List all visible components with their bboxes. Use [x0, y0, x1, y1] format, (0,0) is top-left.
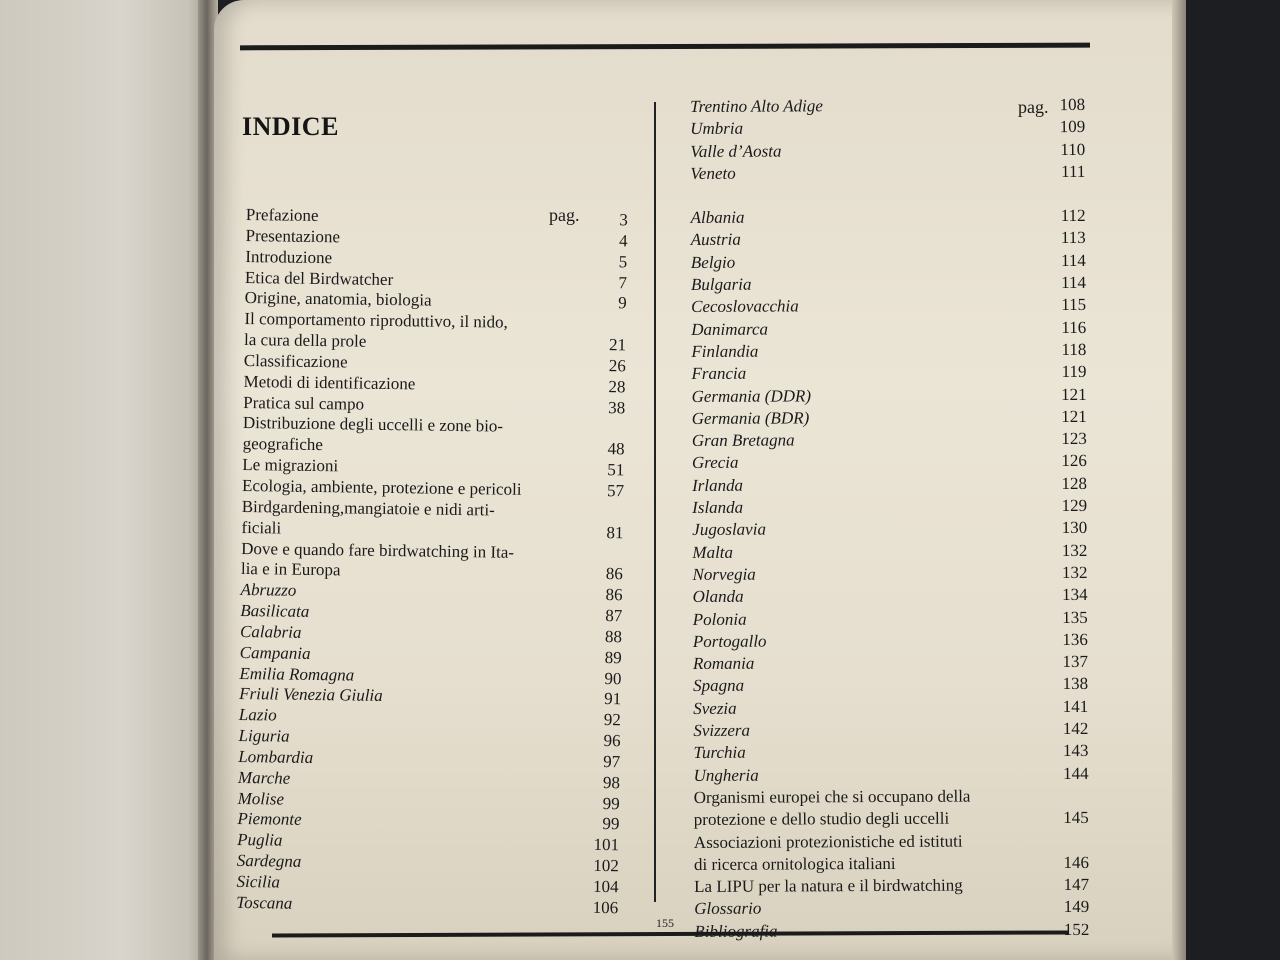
- entry-page: 126: [1061, 451, 1087, 471]
- entry-label: Introduzione: [245, 246, 333, 267]
- entry-label: Il comportamento riproduttivo, il nido,: [244, 309, 508, 332]
- entry-page: 38: [608, 397, 626, 417]
- entry-page: 132: [1061, 562, 1088, 582]
- entry-label: Piemonte: [237, 809, 302, 830]
- entry-label: Svizzera: [693, 720, 751, 741]
- entry-page: 114: [1061, 273, 1087, 293]
- entry-label: Marche: [237, 767, 291, 788]
- entry-label: Germania (BDR): [691, 408, 810, 428]
- index-right-column: [690, 95, 1089, 944]
- entry-label: Campania: [239, 642, 311, 663]
- entry-label: Glossario: [694, 899, 762, 919]
- entry-page: 92: [603, 710, 621, 730]
- entry-page: 141: [1062, 696, 1089, 716]
- entry-page: 138: [1062, 674, 1089, 694]
- index-entry-country: [693, 719, 1088, 740]
- entry-label: Dove e quando fare birdwatching in Ita-: [241, 538, 515, 562]
- entry-page: 4: [618, 231, 628, 251]
- index-entry-country: [693, 697, 1088, 718]
- index-entry-country: [693, 674, 1088, 695]
- entry-label: geografiche: [242, 434, 324, 455]
- entry-label: Etica del Birdwatcher: [244, 267, 394, 289]
- entry-label: Prefazione: [245, 205, 319, 226]
- index-entry-country: [691, 318, 1086, 339]
- index-entry-country: [693, 585, 1088, 606]
- entry-page: 143: [1062, 741, 1089, 761]
- entry-label: protezione e dello studio degli uccelli: [693, 808, 950, 830]
- entry-page: 106: [592, 897, 619, 918]
- entry-page: 132: [1061, 540, 1088, 560]
- entry-label: Polonia: [692, 609, 747, 629]
- index-entry: [694, 920, 1089, 941]
- entry-label: Classificazione: [243, 350, 348, 372]
- entry-page: 145: [1063, 808, 1089, 828]
- index-entry-region: [690, 117, 1085, 138]
- entry-label: Austria: [690, 230, 741, 250]
- index-entry-country: [691, 251, 1086, 272]
- entry-label: Lazio: [238, 705, 277, 725]
- page-title: INDICE: [242, 112, 339, 141]
- entry-page: 7: [618, 272, 628, 292]
- index-entry-country: [693, 630, 1088, 651]
- entry-page: 129: [1061, 495, 1088, 516]
- index-entry-country: [692, 496, 1087, 517]
- index-entry-country: [693, 607, 1088, 628]
- entry-label: Gran Bretagna: [691, 430, 795, 451]
- entry-page: 118: [1061, 339, 1087, 360]
- entry-page: 102: [593, 856, 619, 876]
- entry-label: Romania: [692, 653, 755, 674]
- index-entry: [694, 897, 1089, 918]
- entry-page: 91: [604, 689, 622, 709]
- left-page: [0, 0, 205, 960]
- entry-page: 104: [592, 876, 619, 897]
- index-entry-country: [691, 295, 1086, 316]
- entry-page: 98: [602, 772, 621, 793]
- entry-page: 109: [1059, 117, 1086, 137]
- entry-page: 110: [1060, 139, 1086, 159]
- entry-page: 101: [593, 835, 620, 855]
- entry-page: 90: [604, 668, 622, 688]
- column-divider: [654, 102, 656, 902]
- entry-label: Turchia: [693, 743, 746, 763]
- entry-page: 121: [1061, 384, 1087, 404]
- entry-label: Germania (DDR): [691, 385, 812, 406]
- entry-page: 51: [607, 460, 625, 480]
- entry-label: Calabria: [239, 621, 302, 642]
- entry-label: Cecoslovacchia: [691, 296, 799, 317]
- entry-label: Organismi europei che si occupano della: [693, 786, 971, 807]
- entry-page: 99: [602, 814, 620, 834]
- index-entry-country: [692, 384, 1087, 405]
- entry-label: Bibliografia: [694, 921, 778, 941]
- page-edge: [1172, 0, 1186, 960]
- entry-page: 149: [1063, 897, 1090, 917]
- entry-label: Finlandia: [691, 341, 759, 361]
- entry-label: Danimarca: [691, 319, 769, 339]
- entry-label: Associazioni protezionistiche ed istituti: [693, 831, 963, 852]
- index-entry-country: [692, 407, 1087, 428]
- entry-page: 152: [1063, 919, 1090, 939]
- entry-label: Metodi di identificazione: [243, 371, 416, 394]
- index-entry-country: [692, 429, 1087, 450]
- index-entry-country: [693, 652, 1088, 673]
- entry-page: 96: [603, 731, 621, 751]
- index-entry: [694, 786, 1089, 807]
- entry-page: 114: [1060, 250, 1086, 270]
- entry-page: 5: [618, 251, 628, 272]
- entry-label: Le migrazioni: [242, 455, 339, 476]
- entry-label: Ecologia, ambiente, protezione e pericoli: [241, 475, 522, 499]
- entry-label: Abruzzo: [240, 580, 297, 600]
- entry-label: Belgio: [690, 252, 736, 272]
- entry-page: 57: [606, 481, 625, 501]
- entry-label: Emilia Romagna: [239, 663, 355, 685]
- entry-label: Valle d’Aosta: [690, 141, 782, 161]
- entry-page: 81: [606, 522, 624, 542]
- entry-page: 21: [608, 335, 627, 355]
- entry-label: Distribuzione degli uccelli e zone bio-: [242, 413, 504, 437]
- entry-label: Islanda: [692, 497, 744, 518]
- entry-label: Spagna: [693, 676, 745, 696]
- index-entry-region: [690, 140, 1085, 161]
- entry-page: 3: [619, 210, 628, 230]
- entry-label: Presentazione: [245, 225, 341, 247]
- entry-page: 135: [1062, 607, 1088, 627]
- entry-label: Francia: [691, 363, 747, 384]
- entry-label: Pratica sul campo: [243, 392, 365, 414]
- entry-label: ficiali: [241, 517, 282, 538]
- index-entry-country: [691, 206, 1086, 227]
- entry-page: 112: [1060, 206, 1086, 226]
- entry-page: 142: [1062, 718, 1089, 739]
- entry-page: 48: [607, 439, 625, 459]
- pag-label-right: pag.: [1018, 97, 1049, 117]
- index-entry: [694, 830, 1089, 851]
- entry-label: Ungheria: [693, 765, 759, 785]
- index-left-column: [236, 205, 628, 919]
- entry-page: 130: [1061, 518, 1088, 538]
- entry-label: Norvegia: [692, 564, 756, 584]
- index-entry-country: [691, 340, 1086, 361]
- entry-page: 88: [604, 626, 623, 647]
- entry-label: Puglia: [237, 830, 283, 850]
- entry-page: 121: [1061, 406, 1087, 426]
- entry-page: 146: [1063, 852, 1090, 872]
- index-entry-country: [692, 474, 1087, 495]
- index-entry-region: [690, 95, 1085, 116]
- entry-label: Irlanda: [691, 475, 744, 495]
- index-entry-country: [691, 362, 1086, 383]
- entry-label: Toscana: [236, 892, 293, 913]
- entry-page: 136: [1062, 629, 1088, 649]
- entry-label: Liguria: [238, 726, 290, 746]
- entry-label: Trentino Alto Adige: [690, 96, 823, 116]
- entry-label: Origine, anatomia, biologia: [244, 288, 432, 310]
- entry-label: Olanda: [692, 586, 744, 607]
- entry-page: 86: [605, 585, 623, 605]
- index-entry: [694, 875, 1089, 896]
- index-entry: [694, 808, 1089, 829]
- entry-page: 108: [1059, 94, 1086, 115]
- entry-page: 111: [1061, 161, 1086, 181]
- entry-page: 9: [618, 293, 627, 313]
- entry-label: Lombardia: [238, 746, 314, 767]
- entry-page: 116: [1061, 317, 1087, 337]
- entry-page: 28: [608, 376, 626, 397]
- entry-page: 119: [1061, 362, 1087, 382]
- page-number: 155: [656, 916, 674, 930]
- entry-label: Basilicata: [240, 600, 310, 621]
- entry-page: 97: [603, 751, 621, 772]
- entry-label: Sicilia: [236, 871, 281, 892]
- entry-label: Portogallo: [692, 631, 767, 651]
- entry-label: La LIPU per la natura e il birdwatching: [694, 875, 963, 897]
- index-entry-region: [690, 162, 1085, 183]
- index-entry-country: [693, 741, 1088, 762]
- entry-page: 123: [1061, 429, 1087, 449]
- index-entry-country: [692, 451, 1087, 472]
- section-gap: [690, 184, 1085, 208]
- entry-page: 87: [605, 606, 623, 626]
- entry-label: di ricerca ornitologica italiani: [693, 853, 896, 874]
- entry-page: 113: [1060, 228, 1086, 248]
- entry-page: 86: [605, 564, 624, 584]
- entry-label: Molise: [237, 788, 285, 809]
- entry-page: 26: [608, 355, 626, 376]
- entry-page: 128: [1061, 473, 1088, 493]
- entry-label: Umbria: [690, 119, 744, 139]
- entry-label: Grecia: [691, 453, 739, 473]
- index-entry-country: [691, 228, 1086, 249]
- entry-label: Bulgaria: [690, 274, 752, 295]
- entry-page: 147: [1063, 875, 1090, 895]
- index-entry-country: [694, 764, 1089, 785]
- pag-label-left: pag.: [549, 205, 580, 225]
- entry-label: Sardegna: [236, 851, 302, 871]
- entry-page: 137: [1062, 652, 1089, 672]
- index-entry-country: [692, 563, 1087, 584]
- index-entry-country: [691, 273, 1086, 294]
- entry-label: la cura della prole: [243, 330, 367, 351]
- index-entry: [694, 853, 1089, 874]
- entry-label: Friuli Venezia Giulia: [239, 684, 383, 706]
- entry-label: Jugoslavia: [692, 519, 766, 540]
- entry-label: Svezia: [693, 698, 737, 718]
- index-entry-country: [692, 541, 1087, 562]
- entry-page: 115: [1061, 295, 1087, 315]
- entry-label: Albania: [690, 207, 745, 228]
- index-entry-region: [236, 893, 618, 917]
- entry-page: 144: [1062, 763, 1089, 783]
- entry-label: lia e in Europa: [240, 559, 341, 580]
- entry-page: 134: [1062, 585, 1088, 605]
- entry-page: 89: [604, 647, 622, 668]
- entry-label: Veneto: [690, 163, 736, 183]
- entry-label: Birdgardening,mangiatoie e nidi arti-: [241, 496, 495, 520]
- index-entry-country: [692, 518, 1087, 539]
- entry-label: Malta: [692, 542, 734, 562]
- entry-page: 99: [602, 793, 620, 813]
